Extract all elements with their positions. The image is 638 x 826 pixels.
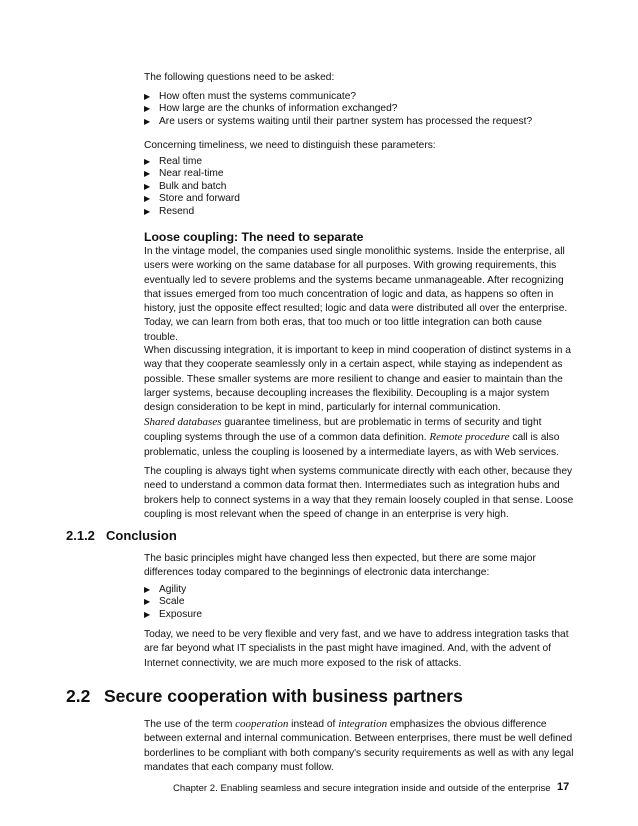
list-item: ▶ Bulk and batch <box>144 180 227 192</box>
bullet-triangle-icon: ▶ <box>144 104 151 114</box>
conclusion-list <box>144 584 584 621</box>
bullet-triangle-icon: ▶ <box>144 194 151 204</box>
bullet-triangle-icon: ▶ <box>144 597 151 607</box>
loose-coupling-heading: Loose coupling: The need to separate <box>144 230 364 244</box>
list-item: ▶ Resend <box>144 205 195 217</box>
page-number: 17 <box>557 781 570 793</box>
conclusion-paragraph-2: Today, we need to be very flexible and very fast, and we have to address integration tasks that are far beyond what IT specialists in the past might have imagined. And, with the advent of Internet connectivity, we are much more exposed to the risk of attacks. <box>144 629 569 669</box>
conclusion-heading: 2.1.2 Conclusion <box>66 528 177 543</box>
loose-coupling-paragraph-3: Shared databases guarantee timeliness, but are problematic in terms of security and tight coupling systems through the use of a common data definition. Remote procedure call is also problematic, unless the coupling is loosened by a intermediate layers, as with Web services. <box>144 416 560 458</box>
questions-list <box>144 91 584 128</box>
list-item: ▶ How large are the chunks of information exchanged? <box>144 103 398 115</box>
bullet-triangle-icon: ▶ <box>144 157 151 166</box>
bullet-triangle-icon: ▶ <box>144 169 151 179</box>
page-footer: Chapter 2. Enabling seamless and secure integration inside and outside of the enterprise <box>173 783 551 794</box>
loose-coupling-paragraph-2: When discussing integration, it is important to keep in mind cooperation of distinct systems in a way that they cooperate seamlessly only in a certain aspect, while staying as independent as possible. These smaller systems are more resilient to change and easier to maintain than the larger systems, because decoupling increases the flexibility. Decoupling is a major system design consideration to be kept in mind, particularly for internal communication. <box>144 345 571 414</box>
term-remote-procedure: Remote procedure <box>429 431 510 444</box>
bullet-triangle-icon: ▶ <box>144 92 151 101</box>
timeliness-intro: Concerning timeliness, we need to distinguish these parameters: <box>144 140 436 151</box>
conclusion-paragraph-1: The basic principles might have changed less then expected, but there are some major differences today compared to the beginnings of electronic data interchange: <box>144 553 536 579</box>
bullet-triangle-icon: ▶ <box>144 181 151 191</box>
bullet-triangle-icon: ▶ <box>144 206 151 216</box>
term-integration: integration <box>338 718 388 730</box>
loose-coupling-paragraph-1: In the vintage model, the companies used single monolithic systems. Inside the enterprise, all users were working on the same database for all purposes. With growing requirements, this eventually led to severe problems and the systems became unmanageable. After recognizing that issues emerged from too much concentration of logic and data, as happens so often in history, just the opposite effect resulted; logic and data were distributed all over the enterprise. Today, we can learn from both eras, that too much or too little integration can both cause trouble. <box>144 246 568 343</box>
list-item: ▶ Real time <box>144 156 203 167</box>
section-paragraph: The use of the term cooperation instead of integration emphasizes the obvious difference between external and internal communication. Between enterprises, there must be well defined borderlines to be compliant with both company's security requirements as well as with any legal mandates that each company must follow. <box>144 718 574 773</box>
parameters-list <box>144 156 584 218</box>
list-item: ▶ Are users or systems waiting until their partner system has processed the request? <box>144 115 533 127</box>
list-item: ▶ Store and forward <box>144 193 240 205</box>
list-item: ▶ Agility <box>144 584 187 595</box>
loose-coupling-paragraph-4: The coupling is always tight when systems communicate directly with each other, because they need to understand a common data format then. Intermediates such as integration hubs and brokers help to connect systems in a way that they remain loosely coupled in that sense. Loose coupling is most relevant when the speed of change in an enterprise is very high. <box>144 466 574 520</box>
bullet-triangle-icon: ▶ <box>144 585 151 594</box>
bullet-triangle-icon: ▶ <box>144 116 151 126</box>
list-item: ▶ Near real-time <box>144 168 224 180</box>
list-item: ▶ How often must the systems communicate? <box>144 91 357 102</box>
intro-text: The following questions need to be asked: <box>144 72 335 83</box>
list-item: ▶ Exposure <box>144 608 203 620</box>
bullet-triangle-icon: ▶ <box>144 609 151 619</box>
section-heading: 2.2 Secure cooperation with business partners <box>66 686 463 706</box>
term-cooperation: cooperation <box>235 718 289 730</box>
term-shared-databases: Shared databases <box>144 416 222 428</box>
list-item: ▶ Scale <box>144 596 185 608</box>
